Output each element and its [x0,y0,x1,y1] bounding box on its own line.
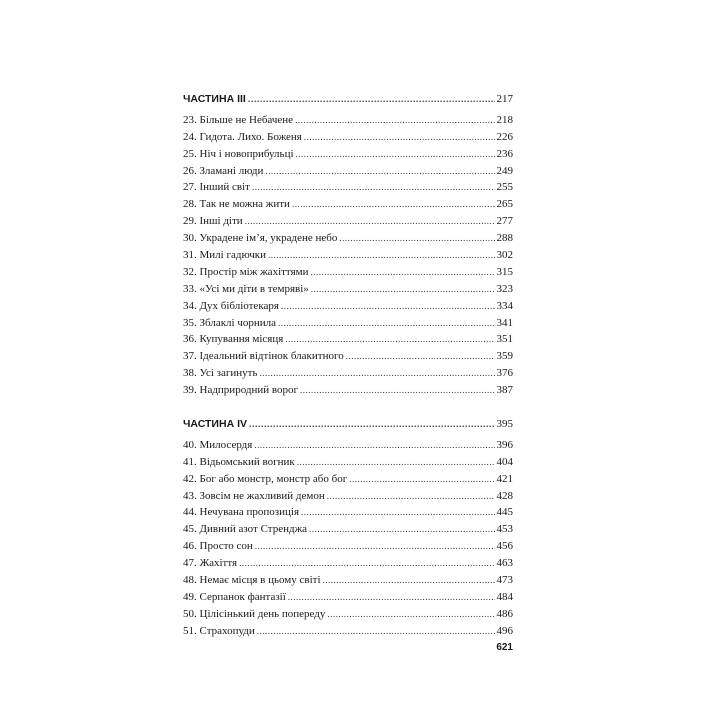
toc-entry [183,146,513,163]
chapter-title: 45. Дивний азот Стренджа [183,523,308,536]
dot-leader [255,538,495,555]
dot-leader [349,471,494,488]
toc-entry [183,331,513,348]
chapter-title: 39. Надприродний ворог [183,384,299,397]
toc-entry [183,315,513,332]
chapter-title: 42. Бог або монстр, монстр або бог [183,472,348,485]
toc-entry [183,163,513,180]
toc-entry [183,365,513,382]
chapter-page-number: 334 [496,299,513,312]
chapter-title: 27. Інший світ [183,181,250,194]
dot-leader [288,589,495,606]
toc-entry [183,437,513,454]
chapter-page-number: 445 [496,506,513,519]
dot-leader [254,437,494,454]
chapter-title: 38. Усі загинуть [183,367,258,380]
toc-entry [183,298,513,315]
part-page-number: 217 [496,93,513,105]
chapter-page-number: 226 [496,130,513,143]
dot-leader [327,606,494,623]
toc-entry [183,179,513,196]
chapter-title: 35. Зблаклі чорнила [183,316,277,329]
chapter-title: 31. Милі гадючки [183,249,267,262]
toc-entry [183,538,513,555]
chapter-page-number: 484 [496,590,513,603]
part-page-number: 395 [496,418,513,431]
dot-leader [248,91,495,108]
dot-leader [323,572,495,589]
dot-leader [346,348,495,365]
chapter-title: 46. Просто сон [183,540,253,553]
toc-entry [183,471,513,488]
dot-leader [249,416,495,433]
dot-leader [278,315,494,332]
chapter-title: 41. Відьомський вогник [183,455,295,468]
chapter-page-number: 249 [496,164,513,177]
toc-entry [183,623,513,640]
toc-entry [183,454,513,471]
page-number-footer: 621 [496,642,513,653]
part-title: ЧАСТИНА ІІІ [183,93,246,105]
toc-entry [183,348,513,365]
chapter-title: 34. Дух бібліотекаря [183,299,279,312]
dot-leader [252,179,495,196]
dot-leader [297,454,495,471]
chapter-title: 36. Купування місяця [183,333,284,346]
chapter-page-number: 323 [496,282,513,295]
chapter-page-number: 236 [496,147,513,160]
chapter-page-number: 288 [496,232,513,245]
chapter-title: 43. Зовсім не жахливий демон [183,489,325,502]
chapter-page-number: 315 [496,265,513,278]
chapter-title: 32. Простір між жахіттями [183,265,309,278]
chapter-page-number: 496 [496,624,513,637]
chapter-title: 49. Серпанок фантазії [183,590,286,603]
toc-entry [183,230,513,247]
toc-entry [183,521,513,538]
chapter-page-number: 218 [496,113,513,126]
part-heading [183,91,513,108]
dot-leader [300,382,494,399]
chapter-title: 25. Ніч і новоприбульці [183,147,294,160]
chapter-page-number: 387 [496,384,513,397]
dot-leader [268,247,494,264]
chapter-title: 26. Зламані люди [183,164,264,177]
part-title: ЧАСТИНА IV [183,418,247,431]
dot-leader [339,230,494,247]
toc-entry [183,264,513,281]
chapter-title: 28. Так не можна жити [183,198,290,211]
chapter-title: 48. Немає місця в цьому світі [183,574,321,587]
dot-leader [245,213,495,230]
chapter-title: 33. «Усі ми діти в темряві» [183,282,309,295]
chapter-page-number: 421 [496,472,513,485]
toc-entry [183,281,513,298]
toc-entry [183,382,513,399]
chapter-page-number: 351 [496,333,513,346]
chapter-title: 47. Жахіття [183,557,238,570]
chapter-page-number: 463 [496,557,513,570]
chapter-page-number: 453 [496,523,513,536]
chapter-page-number: 341 [496,316,513,329]
table-of-contents [183,91,513,657]
dot-leader [292,196,495,213]
dot-leader [301,504,494,521]
chapter-page-number: 302 [496,249,513,262]
chapter-page-number: 396 [496,438,513,451]
chapter-page-number: 456 [496,540,513,553]
dot-leader [281,298,495,315]
chapter-title: 44. Нечувана пропозиція [183,506,300,519]
toc-entry [183,196,513,213]
dot-leader [295,112,494,129]
chapter-page-number: 255 [496,181,513,194]
dot-leader [304,129,495,146]
chapter-title: 24. Гидота. Лихо. Боженя [183,130,302,143]
chapter-title: 29. Інші діти [183,215,243,228]
toc-entry [183,555,513,572]
dot-leader [327,488,495,505]
chapter-title: 23. Більше не Небачене [183,113,294,126]
dot-leader [311,281,495,298]
chapter-page-number: 265 [496,198,513,211]
part-section [183,416,513,640]
chapter-page-number: 486 [496,607,513,620]
dot-leader [260,365,495,382]
toc-entry [183,112,513,129]
chapter-page-number: 473 [496,574,513,587]
dot-leader [257,623,495,640]
chapter-page-number: 277 [496,215,513,228]
chapter-page-number: 359 [496,350,513,363]
chapter-title: 37. Ідеальний відтінок блакитного [183,350,344,363]
dot-leader [311,264,495,281]
chapter-title: 30. Украдене ім’я, украдене небо [183,232,338,245]
toc-entry [183,213,513,230]
toc-entry [183,488,513,505]
chapter-title: 40. Милосердя [183,438,253,451]
dot-leader [265,163,494,180]
chapter-page-number: 428 [496,489,513,502]
part-section [183,91,513,399]
toc-entry [183,572,513,589]
toc-entry [183,606,513,623]
chapter-list [183,437,513,640]
chapter-title: 50. Цілісінький день попереду [183,607,326,620]
chapter-page-number: 404 [496,455,513,468]
toc-entry [183,129,513,146]
dot-leader [296,146,495,163]
chapter-title: 51. Страхопуди [183,624,255,637]
chapter-page-number: 376 [496,367,513,380]
toc-entry [183,504,513,521]
toc-entry [183,589,513,606]
dot-leader [309,521,494,538]
part-heading [183,416,513,433]
toc-entry [183,247,513,264]
dot-leader [285,331,494,348]
chapter-list [183,112,513,399]
dot-leader [239,555,494,572]
